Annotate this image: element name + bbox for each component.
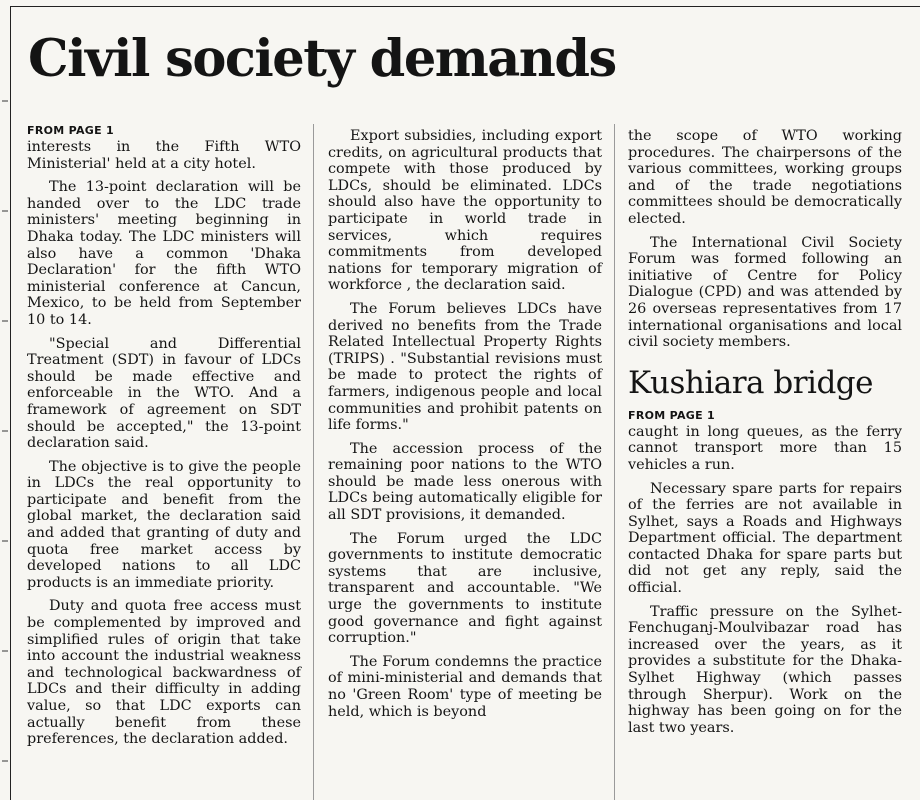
paragraph: The objective is to give the people in LDCs the real opportunity to participate and benefit from the global market, the declaration said and added that granting of duty and quota free market access by developed nations to all LDC products is an immediate priority.	[27, 458, 301, 591]
paragraph: caught in long queues, as the ferry cannot transport more than 15 vehicles a run.	[628, 423, 902, 473]
paragraph: The accession process of the remaining poor nations to the WTO should be made less onerous with LDCs being automatically eligible for all SDT provisions, it demanded.	[328, 440, 602, 524]
article-column-3	[628, 128, 902, 743]
headline: Civil society demands	[28, 29, 616, 89]
column-divider-2	[614, 124, 615, 800]
left-rule	[10, 6, 11, 800]
paragraph: interests in the Fifth WTO Ministerial' held at a city hotel.	[27, 139, 301, 172]
paragraph: Traffic pressure on the Sylhet-Fenchuganj-Moulvibazar road has increased over the years, as it provides a substitute for the Dhaka-Sylhet Highway (which passes through Sherpur). Work on the highway has been going on for the last two years.	[628, 603, 902, 736]
top-rule	[10, 6, 920, 7]
article-column-2	[328, 128, 602, 727]
paragraph: The Forum urged the LDC governments to institute democratic systems that are inclusive, transparent and accountable. "We urge the governments to institute good governance and fight against corruption."	[328, 530, 602, 647]
paragraph: The Forum believes LDCs have derived no benefits from the Trade Related Intellectual Property Rights (TRIPS) . "Substantial revisions must be made to protect the rights of farmers, indigenous people and local communities and prohibit patents on life forms."	[328, 300, 602, 434]
paragraph: the scope of WTO working procedures. The chairpersons of the various committees, working groups and of the trade negotiations committees should be democratically elected.	[628, 128, 902, 227]
column-divider-1	[313, 124, 314, 800]
paragraph: "Special and Differential Treatment (SDT) in favour of LDCs should be made effective and enforceable in the WTO. And a framework of agreement on SDT should be accepted," the 13-point declaration said.	[27, 335, 301, 452]
paragraph: The 13-point declaration will be handed over to the LDC trade ministers' meeting beginning in Dhaka today. The LDC ministers will also have a common 'Dhaka Declaration' for the fifth WTO ministerial conference at Cancun, Mexico, to be held from September 10 to 14.	[27, 179, 301, 328]
continued-from-kicker: FROM PAGE 1	[27, 124, 115, 137]
page-edge-marks	[2, 60, 8, 780]
paragraph: Necessary spare parts for repairs of the ferries are not available in Sylhet, says a Roads and Highways Department official. The department contacted Dhaka for spare parts but did not get any reply, said the official.	[628, 480, 902, 597]
subheadline: Kushiara bridge	[628, 364, 873, 401]
continued-from-kicker: FROM PAGE 1	[628, 408, 716, 422]
paragraph: The International Civil Society Forum was formed following an initiative of Centre for Policy Dialogue (CPD) and was attended by 26 overseas representatives from 17 international organisations and local civil society members.	[628, 234, 902, 351]
paragraph: The Forum condemns the practice of mini-ministerial and demands that no 'Green Room' type of meeting be held, which is beyond	[328, 653, 602, 720]
paragraph: Export subsidies, including export credits, on agricultural products that compete with those produced by LDCs, should be eliminated. LDCs should also have the opportunity to participate in world trade in services, which requires commitments from developed nations for temporary migration of workforce , the declaration said.	[328, 128, 602, 294]
paragraph: Duty and quota free access must be complemented by improved and simplified rules of origin that take into account the industrial weakness and technological backwardness of LDCs and their difficulty in adding value, so that LDC exports can actually benefit from these preferences, the declaration added.	[27, 598, 301, 748]
article-column-1	[27, 124, 301, 755]
